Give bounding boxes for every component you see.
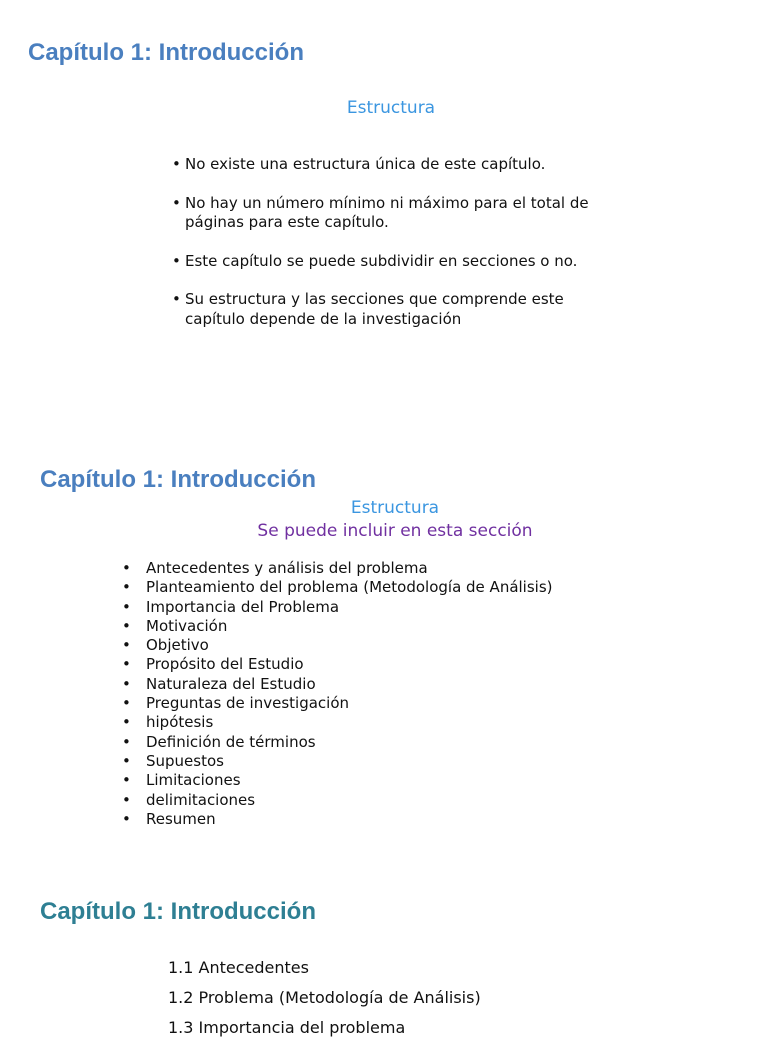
list-item: • Motivación: [122, 617, 722, 636]
list-item: 1.3 Importancia del problema: [168, 1018, 406, 1037]
slide1-bullet-list: [172, 155, 622, 348]
list-item: • Importancia del Problema: [122, 598, 722, 617]
slide1-title: Capítulo 1: Introducción: [28, 39, 304, 66]
list-item: • Planteamiento del problema (Metodología de Análisis): [122, 578, 722, 597]
slide2-subtitle: Estructura: [350, 498, 440, 518]
list-item: 1.1 Antecedentes: [168, 958, 309, 977]
list-item: • No hay un número mínimo ni máximo para el total de páginas para este capítulo.: [172, 194, 622, 233]
list-item: • hipótesis: [122, 713, 722, 732]
list-item: • delimitaciones: [122, 791, 722, 810]
slide3-numbered-list: [168, 958, 728, 1048]
list-item: • Supuestos: [122, 752, 722, 771]
list-item: • Naturaleza del Estudio: [122, 675, 722, 694]
slide2-bullet-list: [122, 559, 722, 829]
list-item: • Objetivo: [122, 636, 722, 655]
list-item: • No existe una estructura única de este capítulo.: [172, 155, 622, 175]
list-item: • Su estructura y las secciones que comprende este capítulo depende de la investigación: [172, 290, 622, 329]
list-item: • Definición de términos: [122, 733, 722, 752]
slide1-subtitle: Estructura: [346, 98, 436, 118]
list-item: • Limitaciones: [122, 771, 722, 790]
list-item: • Antecedentes y análisis del problema: [122, 559, 722, 578]
slide3-title: Capítulo 1: Introducción: [40, 898, 316, 925]
slide2-title: Capítulo 1: Introducción: [40, 466, 316, 493]
list-item: • Este capítulo se puede subdividir en secciones o no.: [172, 252, 622, 272]
list-item: • Propósito del Estudio: [122, 655, 722, 674]
list-item: • Resumen: [122, 810, 722, 829]
list-item: • Preguntas de investigación: [122, 694, 722, 713]
list-item: 1.2 Problema (Metodología de Análisis): [168, 988, 481, 1007]
slide2-subtitle-secondary: Se puede incluir en esta sección: [257, 521, 533, 541]
